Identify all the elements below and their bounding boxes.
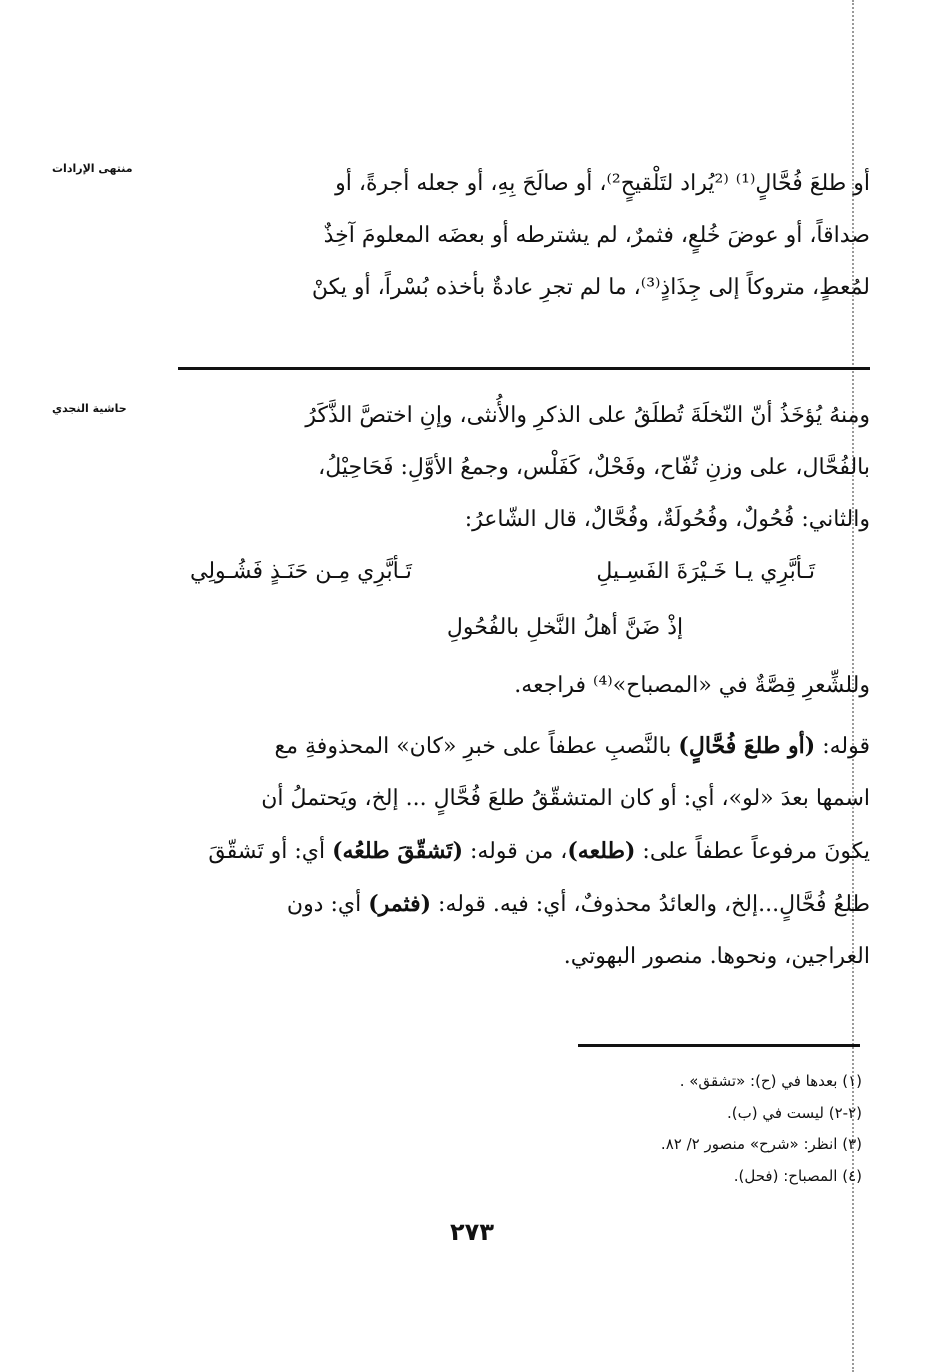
side-label-source: منتهى الإرادات <box>52 162 133 175</box>
commentary-text-run: طلعُ فُحَّالٍ...إلخ، والعائدُ محذوفٌ، أي: فيه. قوله: <box>431 892 870 917</box>
commentary-text-run: أي: أو تَشقّقَ <box>208 839 333 864</box>
side-label-hashiya: حاشية النجدي <box>52 402 127 415</box>
main-text-line: لمُعطٍ، متروكاً إلى جِذَاذٍ⁽³⁾، ما لم تجرِ عادةٌ بأخذه بُسْراً، أو يكنْ <box>311 275 870 300</box>
quoted-term: (تَشقّقَ طلعُه) <box>332 838 463 864</box>
hashiya-line: بالفُحَّال، على وزنِ تُفّاح، وفَحْلٌ، كَفَلْس، وجمعُ الأوَّلِ: فَحَاحِيْلُ، <box>318 455 870 480</box>
footnotes <box>480 1066 862 1192</box>
commentary-text-run: ، من قوله: <box>462 839 568 864</box>
commentary-text <box>170 720 870 983</box>
commentary-line <box>170 825 870 878</box>
footnote: (١) بعدها في (ح): «تشقق» . <box>679 1072 862 1090</box>
quoted-term: (أو طلعَ فُحَّالٍ) <box>678 733 816 759</box>
commentary-text-run: يكونَ مرفوعاً عطفاً على: <box>635 839 870 864</box>
page-number: ٢٧٣ <box>450 1218 494 1246</box>
footnote-divider <box>578 1044 860 1047</box>
commentary-line: اسمها بعدَ «لو»، أي: أو كان المتشقّقُ طلعَ فُحَّالٍ ... إلخ، ويَحتملُ أن <box>261 786 870 811</box>
footnote: (٣) انظر: «شرح» منصور ٢/ ٨٢. <box>660 1135 862 1153</box>
commentary-line: العراجين، ونحوها. منصور البهوتي. <box>563 944 870 969</box>
verse-hemistich-2: تَـأبَّرِي مِـن حَنَـذٍ فَشُـولِي <box>190 559 412 584</box>
main-text <box>170 158 870 314</box>
commentary-text-run: بالنَّصبِ عطفاً على خبرِ «كان» المحذوفةِ مع <box>274 734 679 759</box>
hashiya-line: والثاني: فُحُولٌ، وفُحُولَةٌ، وفُحَّالٌ، قال الشّاعرُ: <box>464 507 870 532</box>
verse-hemistich-1: تَـأبَّرِي يـا خَـيْرَةَ الفَسِـيلِ <box>596 559 815 584</box>
commentary-line <box>170 878 870 931</box>
poetry-note: وللشِّعرِ قِصَّةٌ في «المصباح»⁽⁴⁾ فراجعه. <box>514 673 870 698</box>
main-text-line: أو طلعَ فُحَّالٍ⁽¹⁾ ⁽²يُراد لتَلْقيحٍ²⁾، أو صالَحَ بِهِ، أو جعله أجرةً، أو <box>335 171 870 196</box>
commentary-text-run: أي: دون <box>286 892 369 917</box>
verse-line-2: إذْ ضَنَّ أهلُ النَّخلِ بالفُحُولِ <box>446 615 684 640</box>
main-text-line: صداقاً، أو عوضَ خُلعٍ، فثمرٌ، لم يشترطه أو بعضَه المعلومَ آخِذٌ <box>323 223 870 248</box>
commentary-line <box>170 720 870 773</box>
footnote: (٢-٢) ليست في (ب). <box>726 1103 862 1122</box>
quoted-term: (طلعه) <box>567 838 636 864</box>
quoted-term: (فثمر) <box>368 891 432 917</box>
main-divider <box>178 367 870 370</box>
footnote: (٤) المصباح: (فحل). <box>733 1166 862 1185</box>
hashiya-line: ومنهُ يُؤخَذُ أنّ النّخلَةَ تُطلَقُ على الذكرِ والأُنثى، وإنِ اختصَّ الذَّكَرُ <box>305 403 870 428</box>
commentary-text-run: قوله: <box>815 734 870 759</box>
hashiya-text <box>170 390 870 546</box>
